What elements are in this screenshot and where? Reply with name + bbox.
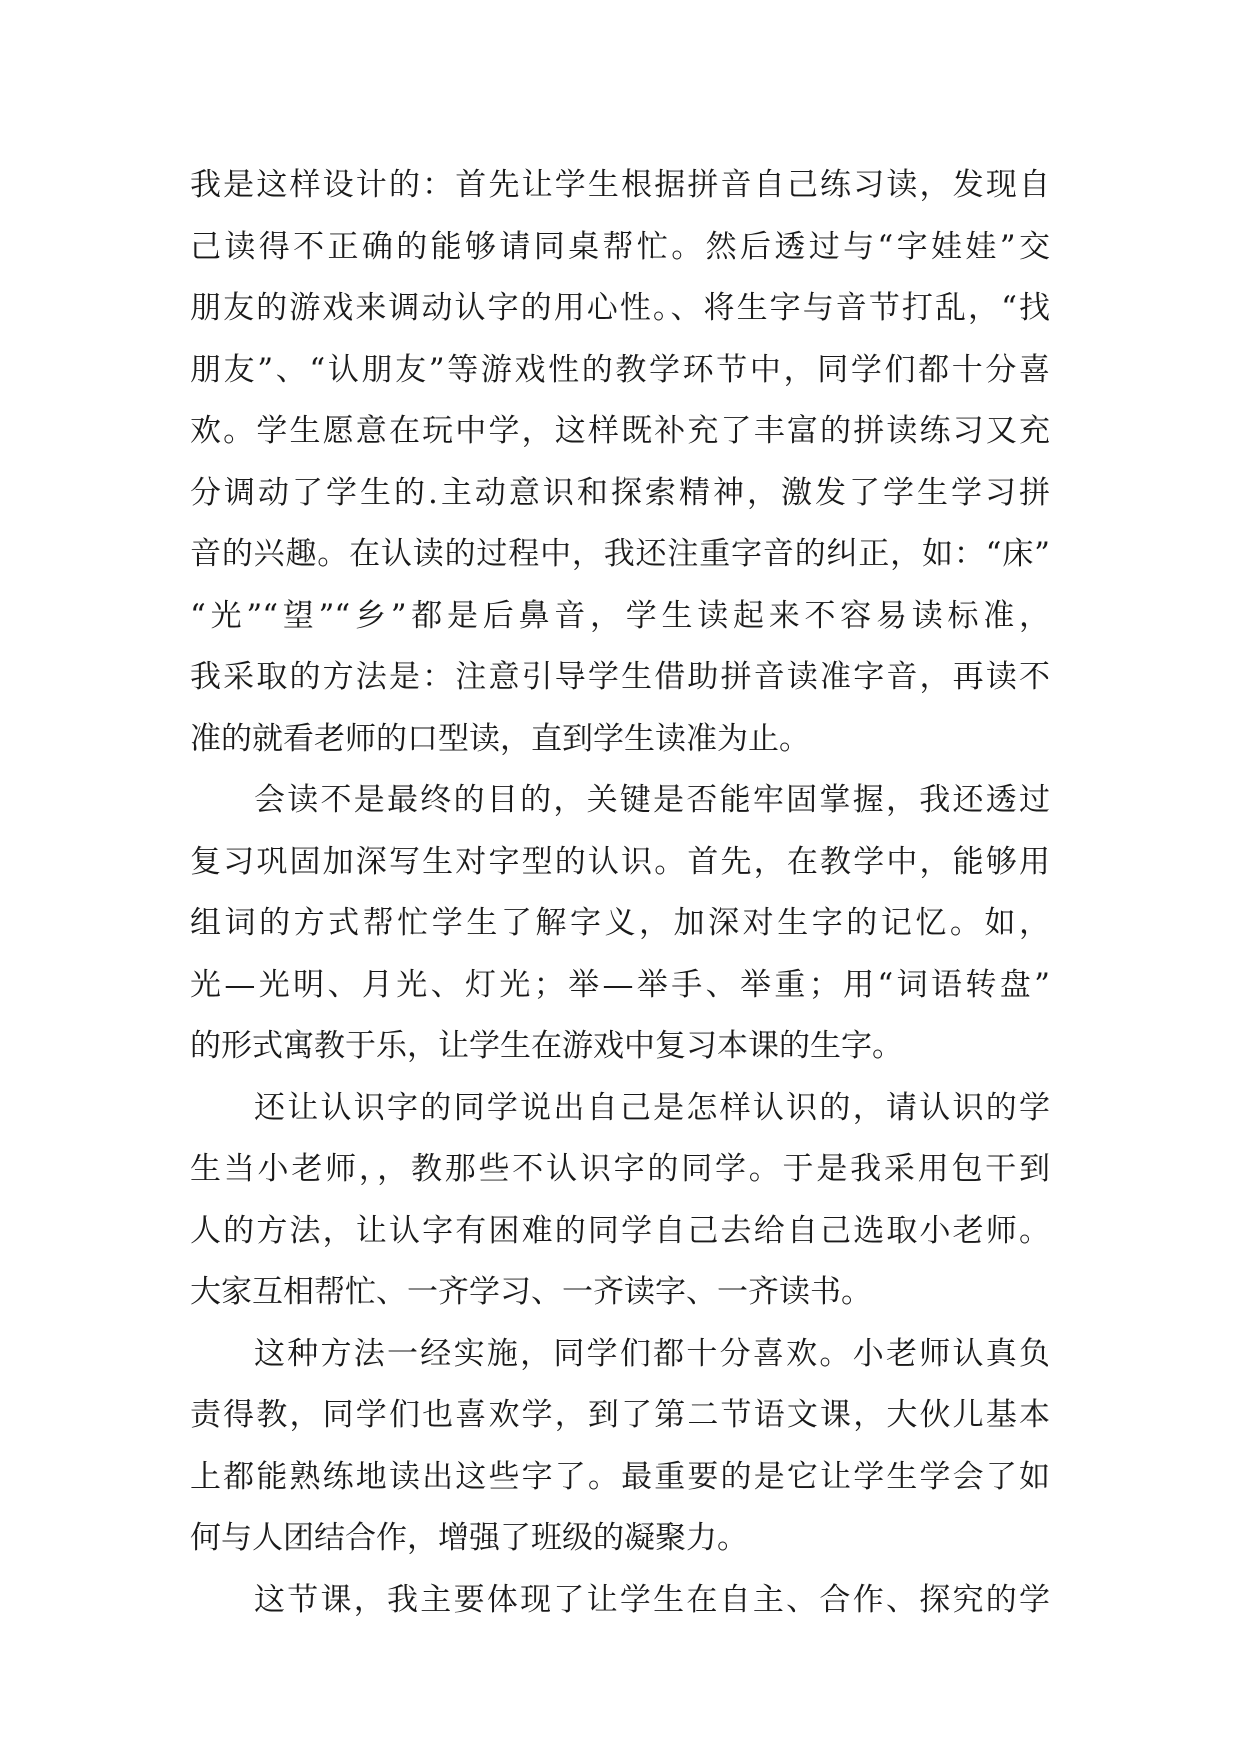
text-line: 生当小老师，，教那些不认识字的同学。于是我采用包干到 (190, 1151, 1050, 1187)
text-line: 这种方法一经实施，同学们都十分喜欢。小老师认真负 (254, 1335, 1050, 1372)
text-line: 准的就看老师的口型读，直到学生读准为止。 (190, 720, 810, 757)
text-line: 朋友”、“认朋友”等游戏性的教学环节中，同学们都十分喜 (190, 351, 1050, 388)
text-line: “光”“望”“乡”都是后鼻音，学生读起来不容易读标准， (190, 597, 1050, 634)
text-line: 组词的方式帮忙学生了解字义，加深对生字的记忆。如， (190, 905, 1050, 941)
text-line: 己读得不正确的能够请同桌帮忙。然后透过与“字娃娃”交 (190, 228, 1050, 265)
text-line: 我采取的方法是：注意引导学生借助拼音读准字音，再读不 (190, 659, 1050, 695)
text-line: 的形式寓教于乐，让学生在游戏中复习本课的生字。 (190, 1028, 903, 1064)
text-line: 复习巩固加深写生对字型的认识。首先，在教学中，能够用 (190, 843, 1050, 880)
text-line: 何与人团结合作，增强了班级的凝聚力。 (190, 1520, 748, 1556)
text-line: 我是这样设计的：首先让学生根据拼音自己练习读，发现自 (190, 167, 1050, 203)
text-line: 责得教，同学们也喜欢学，到了第二节语文课，大伙儿基本 (190, 1397, 1050, 1433)
text-line: 大家互相帮忙、一齐学习、一齐读字、一齐读书。 (190, 1274, 872, 1310)
text-line: 上都能熟练地读出这些字了。最重要的是它让学生学会了如 (190, 1458, 1050, 1495)
text-line: 朋友的游戏来调动认字的用心性。、将生字与音节打乱，“找 (190, 290, 1050, 326)
text-line: 分调动了学生的.主动意识和探索精神，激发了学生学习拼 (190, 474, 1050, 511)
text-line: 音的兴趣。在认读的过程中，我还注重字音的纠正，如：“床” (190, 536, 1050, 572)
text-line: 还让认识字的同学说出自己是怎样认识的，请认识的学 (254, 1089, 1050, 1126)
text-line: 这节课，我主要体现了让学生在自主、合作、探究的学 (254, 1581, 1050, 1618)
body-text (190, 155, 1050, 1631)
text-line: 会读不是最终的目的，关键是否能牢固掌握，我还透过 (254, 782, 1050, 818)
text-line: 欢。学生愿意在玩中学，这样既补充了丰富的拼读练习又充 (190, 413, 1050, 449)
text-line: 光—光明、月光、灯光；举—举手、举重；用“词语转盘” (190, 966, 1050, 1003)
text-line: 人的方法，让认字有困难的同学自己去给自己选取小老师。 (190, 1212, 1050, 1249)
